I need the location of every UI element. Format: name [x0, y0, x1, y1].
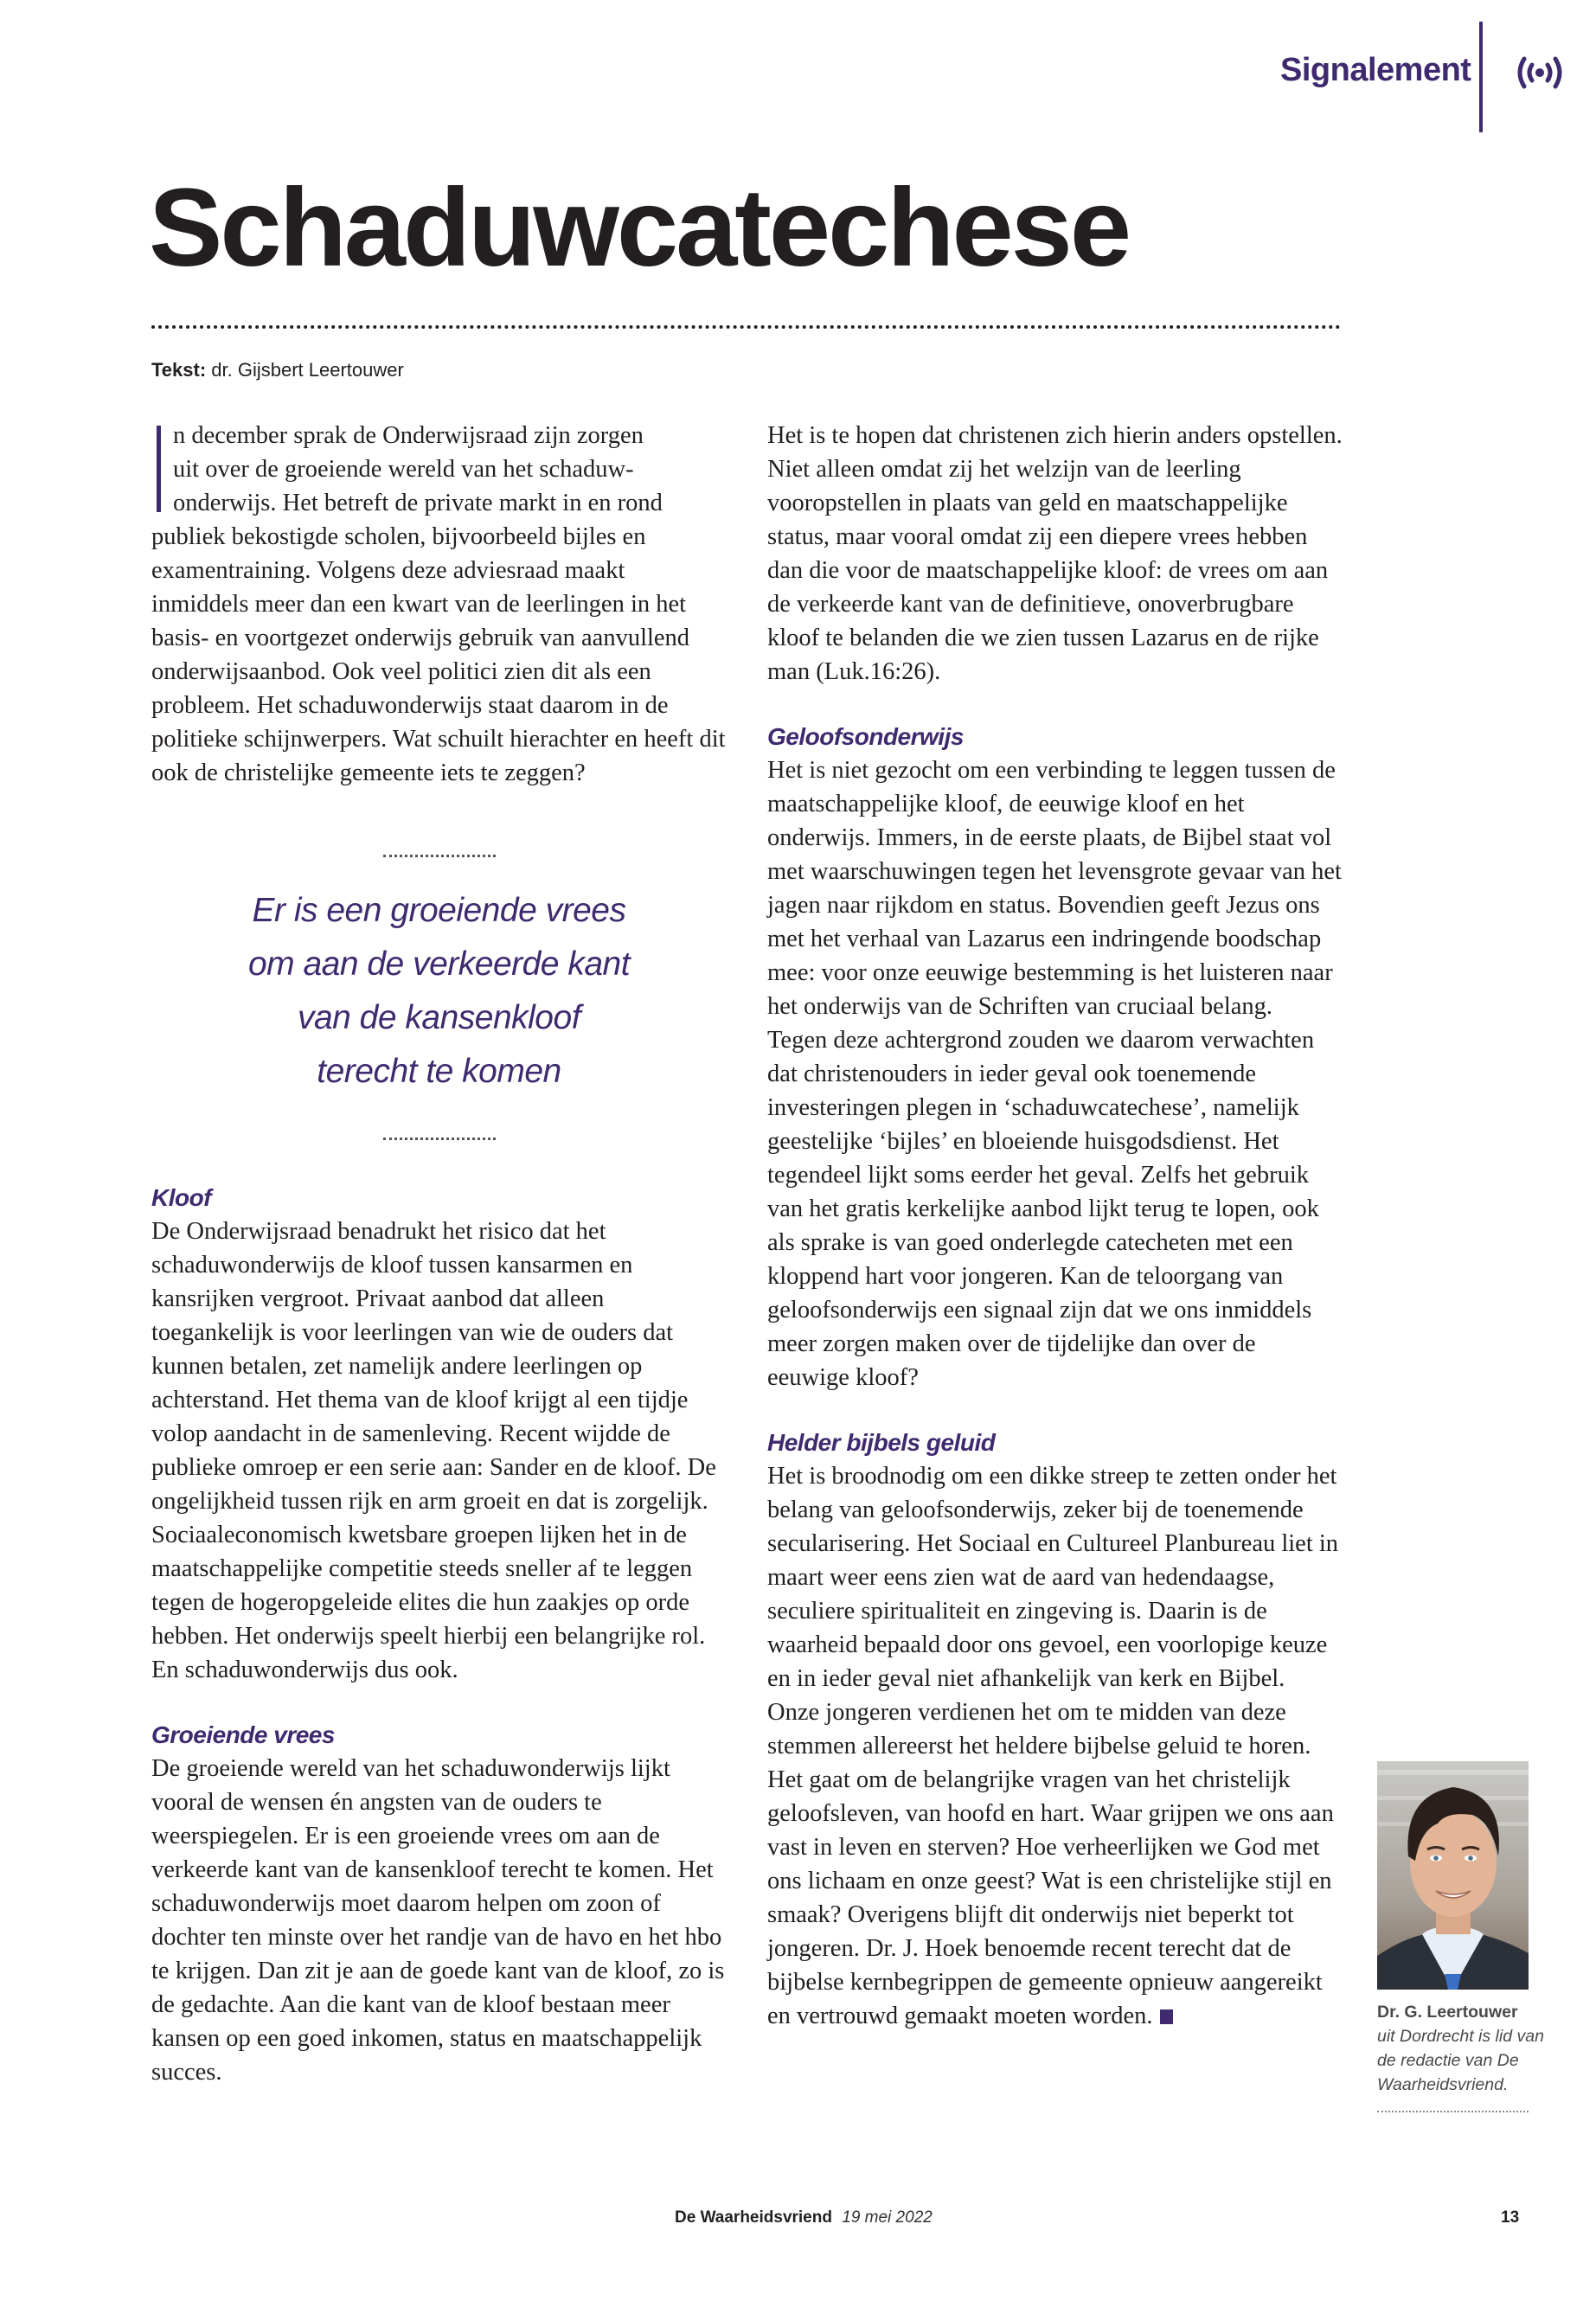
author-caption: [1377, 2000, 1550, 2097]
pull-quote-line: om aan de verkeerde kant: [247, 945, 631, 983]
intro-text: publiek bekostigde scholen, bijvoorbeeld bijles en examentraining. Volgens deze adviesraad maakt inmiddels meer dan een kwart van de leerlingen in het basis- en voortgezet onderwijs gebruik van aanvullend onderwijsaanbod. Ook veel politici zien dit als een probleem. Het schaduwonderwijs staat daarom in de politieke schijnwerpers. Wat schuilt hierachter en heeft dit ook de christelijke gemeente iets te zeggen?: [151, 523, 726, 786]
body-paragraph: Het is niet gezocht om een verbinding te leggen tussen de maatschappelijke kloof, de eeuwige kloof en het onderwijs. Immers, in de eerste plaats, de Bijbel staat vol met waarschuwingen tegen het levensgrote gevaar van het jagen naar rijkdom en status. Bovendien geeft Jezus ons met het verhaal van Lazarus een indringende boodschap mee: voor onze eeuwige bestemming is het luisteren naar het onderwijs van de Schriften van cruciaal belang.: [767, 757, 1342, 1020]
footer: [675, 2208, 933, 2227]
intro-line: onderwijs. Het betreft de private markt in en rond: [173, 490, 663, 516]
section-heading-groeiende-vrees: Groeiende vrees: [151, 1721, 335, 1748]
byline: [151, 359, 404, 381]
body-paragraph-text: Onze jongeren verdienen het om te midden van deze stemmen allereerst het heldere bijbelse geluid te horen. Het gaat om de belangrijke vragen van het christelijk geloofsleven, van hoofd en hart. Waar grijpen we ons aan vast in leven en sterven? Hoe verheerlijken we God met ons lichaam en onze geest? Wat is een christelijke stijl en smaak? Overigens blijft dit onderwijs niet beperkt tot jongeren. Dr. J. Hoek benoemde recent terecht dat de bijbelse kernbegrippen de gemeente opnieuw aangereikt en vertrouwd gemaakt moeten worden.: [767, 1699, 1334, 2029]
broadcast-signal-icon: [1514, 54, 1566, 92]
intro-line: n december sprak de Onderwijsraad zijn zorgen: [173, 422, 644, 449]
body-paragraph-final: [767, 1695, 1343, 2033]
article-title: Schaduwcatechese: [149, 166, 1129, 290]
pull-quote-text: [151, 884, 727, 1099]
body-paragraph: De Onderwijsraad benadrukt het risico dat het schaduwonderwijs de kloof tussen kansarmen en kansrijken vergroot. Privaat aanbod dat alleen toegankelijk is voor leerlingen van wie de ouders dat kunnen betalen, zet namelijk andere leerlingen op achterstand. Het thema van de kloof krijgt al een tijdje volop aandacht in de samenleving. Recent wijdde de publieke omroep er een serie aan: Sander en de kloof. De ongelijkheid tussen rijk en arm groeit en dat is zorgelijk. Sociaaleconomisch kwetsbare groepen lijken het in de maatschappelijke competitie steeds sneller af te leggen tegen de hogeropgeleide elites die hun zaakjes op orde hebben. Het onderwijs speelt hierbij een belangrijke rol. En schaduwonderwijs dus ook.: [151, 1218, 716, 1683]
body-paragraph: Tegen deze achtergrond zouden we daarom verwachten dat christenouders in ieder geval ook toenemende investeringen plegen in ‘schaduwcatechese’, namelijk geestelijke ‘bijles’ en bloeiende huisgodsdienst. Het tegendeel lijkt soms eerder het geval. Zelfs het gebruik van het gratis kerkelijke aanbod lijkt terug te lopen, ook als sprake is van goed onderlegde catecheten met een kloppend hart voor jongeren. Kan de teloorgang van geloofsonderwijs een signaal zijn dat we ons inmiddels meer zorgen maken over de tijdelijke dan over de eeuwige kloof?: [767, 1027, 1319, 1391]
section-heading-geloofsonderwijs: Geloofsonderwijs: [767, 723, 964, 750]
pull-quote-top-dots: [383, 855, 496, 857]
publication-name: De Waarheidsvriend: [675, 2208, 832, 2227]
caption-dotted-rule: [1377, 2111, 1529, 2112]
issue-date: 19 mei 2022: [842, 2208, 933, 2227]
pull-quote-bottom-dots: [383, 1138, 496, 1140]
pull-quote-line: terecht te komen: [317, 1053, 561, 1090]
intro-line: uit over de groeiende wereld van het schaduw-: [173, 456, 634, 483]
intro-paragraph: [151, 419, 727, 790]
left-column: [151, 419, 727, 2089]
author-photo: [1377, 1761, 1529, 1990]
section-heading-kloof: Kloof: [151, 1184, 212, 1211]
end-of-article-square-icon: [1160, 2009, 1173, 2024]
section-heading-helder-bijbels-geluid: Helder bijbels geluid: [767, 1429, 996, 1456]
pull-quote-line: van de kansenkloof: [297, 999, 581, 1036]
body-paragraph: Het is te hopen dat christenen zich hierin anders opstellen. Niet alleen omdat zij het welzijn van de leerling vooropstellen in plaats van geld en maatschappelijke status, maar vooral omdat zij een diepere vrees hebben dan die voor de maatschappelijke kloof: de vrees om aan de verkeerde kant van de definitieve, onoverbrugbare kloof te belanden die we zien tussen Lazarus en de rijke man (Luk.16:26).: [767, 422, 1343, 685]
drop-cap-i: [157, 426, 161, 512]
byline-label: Tekst:: [151, 359, 207, 381]
author-portrait-image: [1377, 1761, 1529, 1990]
byline-author: dr. Gijsbert Leertouwer: [211, 359, 404, 381]
body-paragraph: De groeiende wereld van het schaduwonderwijs lijkt vooral de wensen én angsten van de ouders te weerspiegelen. Er is een groeiende vrees om aan de verkeerde kant van de kansenkloof terecht te komen. Het schaduwonderwijs moet daarom helpen om zoon of dochter ten minste over het randje van de havo en het hbo te krijgen. Dan zit je aan de goede kant van de kloof, zo is de gedachte. Aan die kant van de kloof bestaan meer kansen op een goed inkomen, status en maatschappelijk succes.: [151, 1755, 725, 2086]
section-label: Signalement: [1280, 52, 1471, 88]
header-divider: [1479, 22, 1483, 132]
page-number: 13: [1501, 2208, 1520, 2227]
pull-quote-line: Er is een groeiende vrees: [252, 892, 626, 929]
title-dotted-rule: [151, 325, 1341, 329]
body-paragraph: Het is broodnodig om een dikke streep te zetten onder het belang van geloofsonderwijs, zeker bij de toenemende secularisering. Het Sociaal en Cultureel Planbureau liet in maart weer eens zien wat de aard van hedendaagse, seculiere spiritualiteit en zingeving is. Daarin is de waarheid bepaald door ons gevoel, een voorlopige keuze en in ieder geval niet afhankelijk van kerk en Bijbel.: [767, 1463, 1339, 1692]
right-column: [767, 419, 1343, 2033]
author-name: Dr. G. Leertouwer: [1377, 2003, 1518, 2022]
pull-quote: [151, 833, 727, 1150]
author-description: uit Dordrecht is lid van de redactie van De Waarheidsvriend.: [1377, 2027, 1544, 2094]
